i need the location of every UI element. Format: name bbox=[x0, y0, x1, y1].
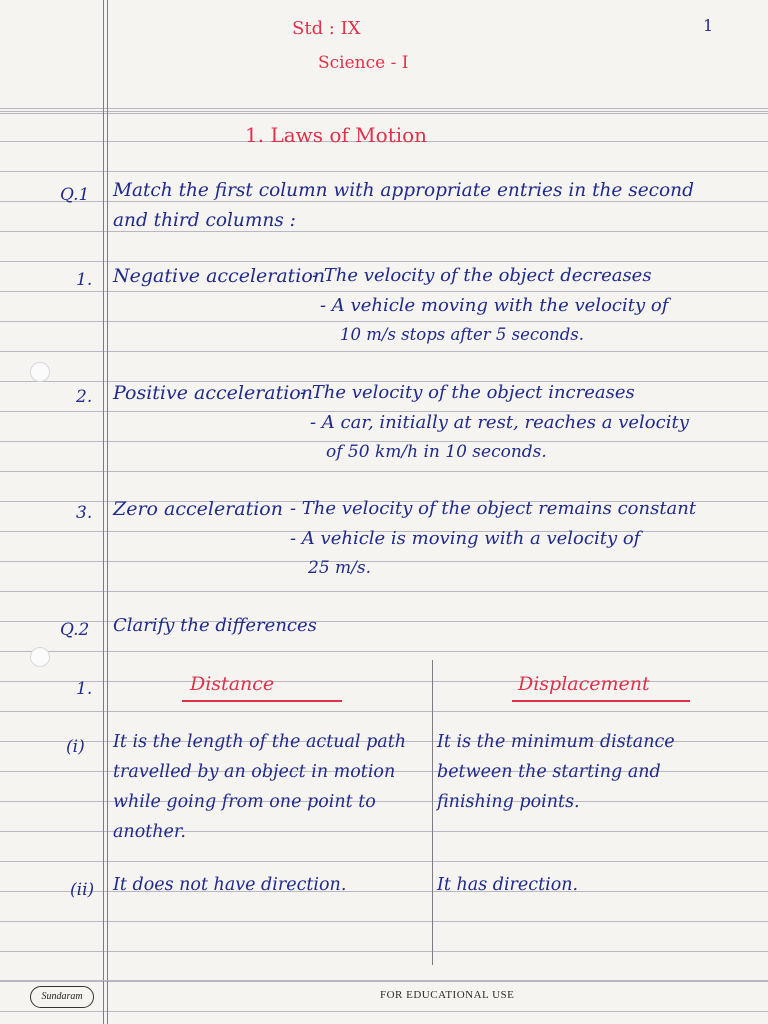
margin-line bbox=[107, 0, 108, 1024]
row-label: (ii) bbox=[70, 880, 95, 900]
ruled-line bbox=[0, 113, 768, 114]
punch-hole bbox=[30, 362, 50, 382]
item-description: 25 m/s. bbox=[308, 558, 372, 578]
distance-cell-line: It does not have direction. bbox=[113, 875, 347, 895]
displacement-cell-line: It is the minimum distance bbox=[437, 732, 675, 752]
item-description: - The velocity of the object increases bbox=[300, 382, 635, 403]
header-underline bbox=[512, 700, 690, 702]
table-header-displacement: Displacement bbox=[518, 673, 650, 695]
header-underline bbox=[182, 700, 342, 702]
chapter-title: 1. Laws of Motion bbox=[245, 123, 428, 147]
standard-label: Std : IX bbox=[292, 18, 361, 39]
item-term: Positive acceleration bbox=[113, 382, 313, 404]
table-number: 1. bbox=[76, 679, 93, 699]
item-description: - A vehicle moving with the velocity of bbox=[320, 295, 669, 316]
item-description: - The velocity of the object decreases bbox=[312, 265, 652, 286]
margin-line bbox=[103, 0, 104, 1024]
item-number: 3. bbox=[76, 503, 93, 523]
item-description: - A car, initially at rest, reaches a velocity bbox=[310, 412, 689, 433]
ruled-line bbox=[0, 108, 768, 109]
question-label: Q.1 bbox=[60, 185, 90, 205]
subject-label: Science - I bbox=[318, 53, 409, 73]
item-description: 10 m/s stops after 5 seconds. bbox=[340, 325, 584, 344]
page-number: 1 bbox=[703, 16, 714, 35]
item-description: of 50 km/h in 10 seconds. bbox=[326, 442, 547, 462]
punch-hole bbox=[30, 647, 50, 667]
item-number: 2. bbox=[76, 387, 93, 407]
item-description: - The velocity of the object remains constant bbox=[290, 498, 697, 519]
question-label: Q.2 bbox=[60, 620, 90, 640]
question-text: Match the first column with appropriate entries in the second bbox=[113, 180, 694, 201]
footer-text: FOR EDUCATIONAL USE bbox=[380, 989, 515, 1001]
distance-cell-line: travelled by an object in motion bbox=[113, 762, 396, 782]
displacement-cell-line: finishing points. bbox=[437, 792, 580, 812]
question-text: and third columns : bbox=[113, 210, 296, 231]
table-column-divider bbox=[432, 660, 433, 965]
item-description: - A vehicle is moving with a velocity of bbox=[290, 528, 641, 549]
sundaram-logo: Sundaram bbox=[30, 986, 94, 1008]
question-text: Clarify the differences bbox=[113, 615, 317, 636]
item-number: 1. bbox=[76, 270, 93, 290]
item-term: Negative acceleration bbox=[113, 265, 326, 287]
distance-cell-line: It is the length of the actual path bbox=[113, 732, 407, 752]
footer-rule bbox=[0, 980, 768, 981]
displacement-cell-line: It has direction. bbox=[437, 875, 579, 895]
table-header-distance: Distance bbox=[190, 673, 275, 695]
item-term: Zero acceleration bbox=[113, 498, 283, 520]
distance-cell-line: another. bbox=[113, 822, 186, 842]
row-label: (i) bbox=[66, 737, 85, 757]
distance-cell-line: while going from one point to bbox=[113, 792, 376, 812]
displacement-cell-line: between the starting and bbox=[437, 762, 661, 782]
